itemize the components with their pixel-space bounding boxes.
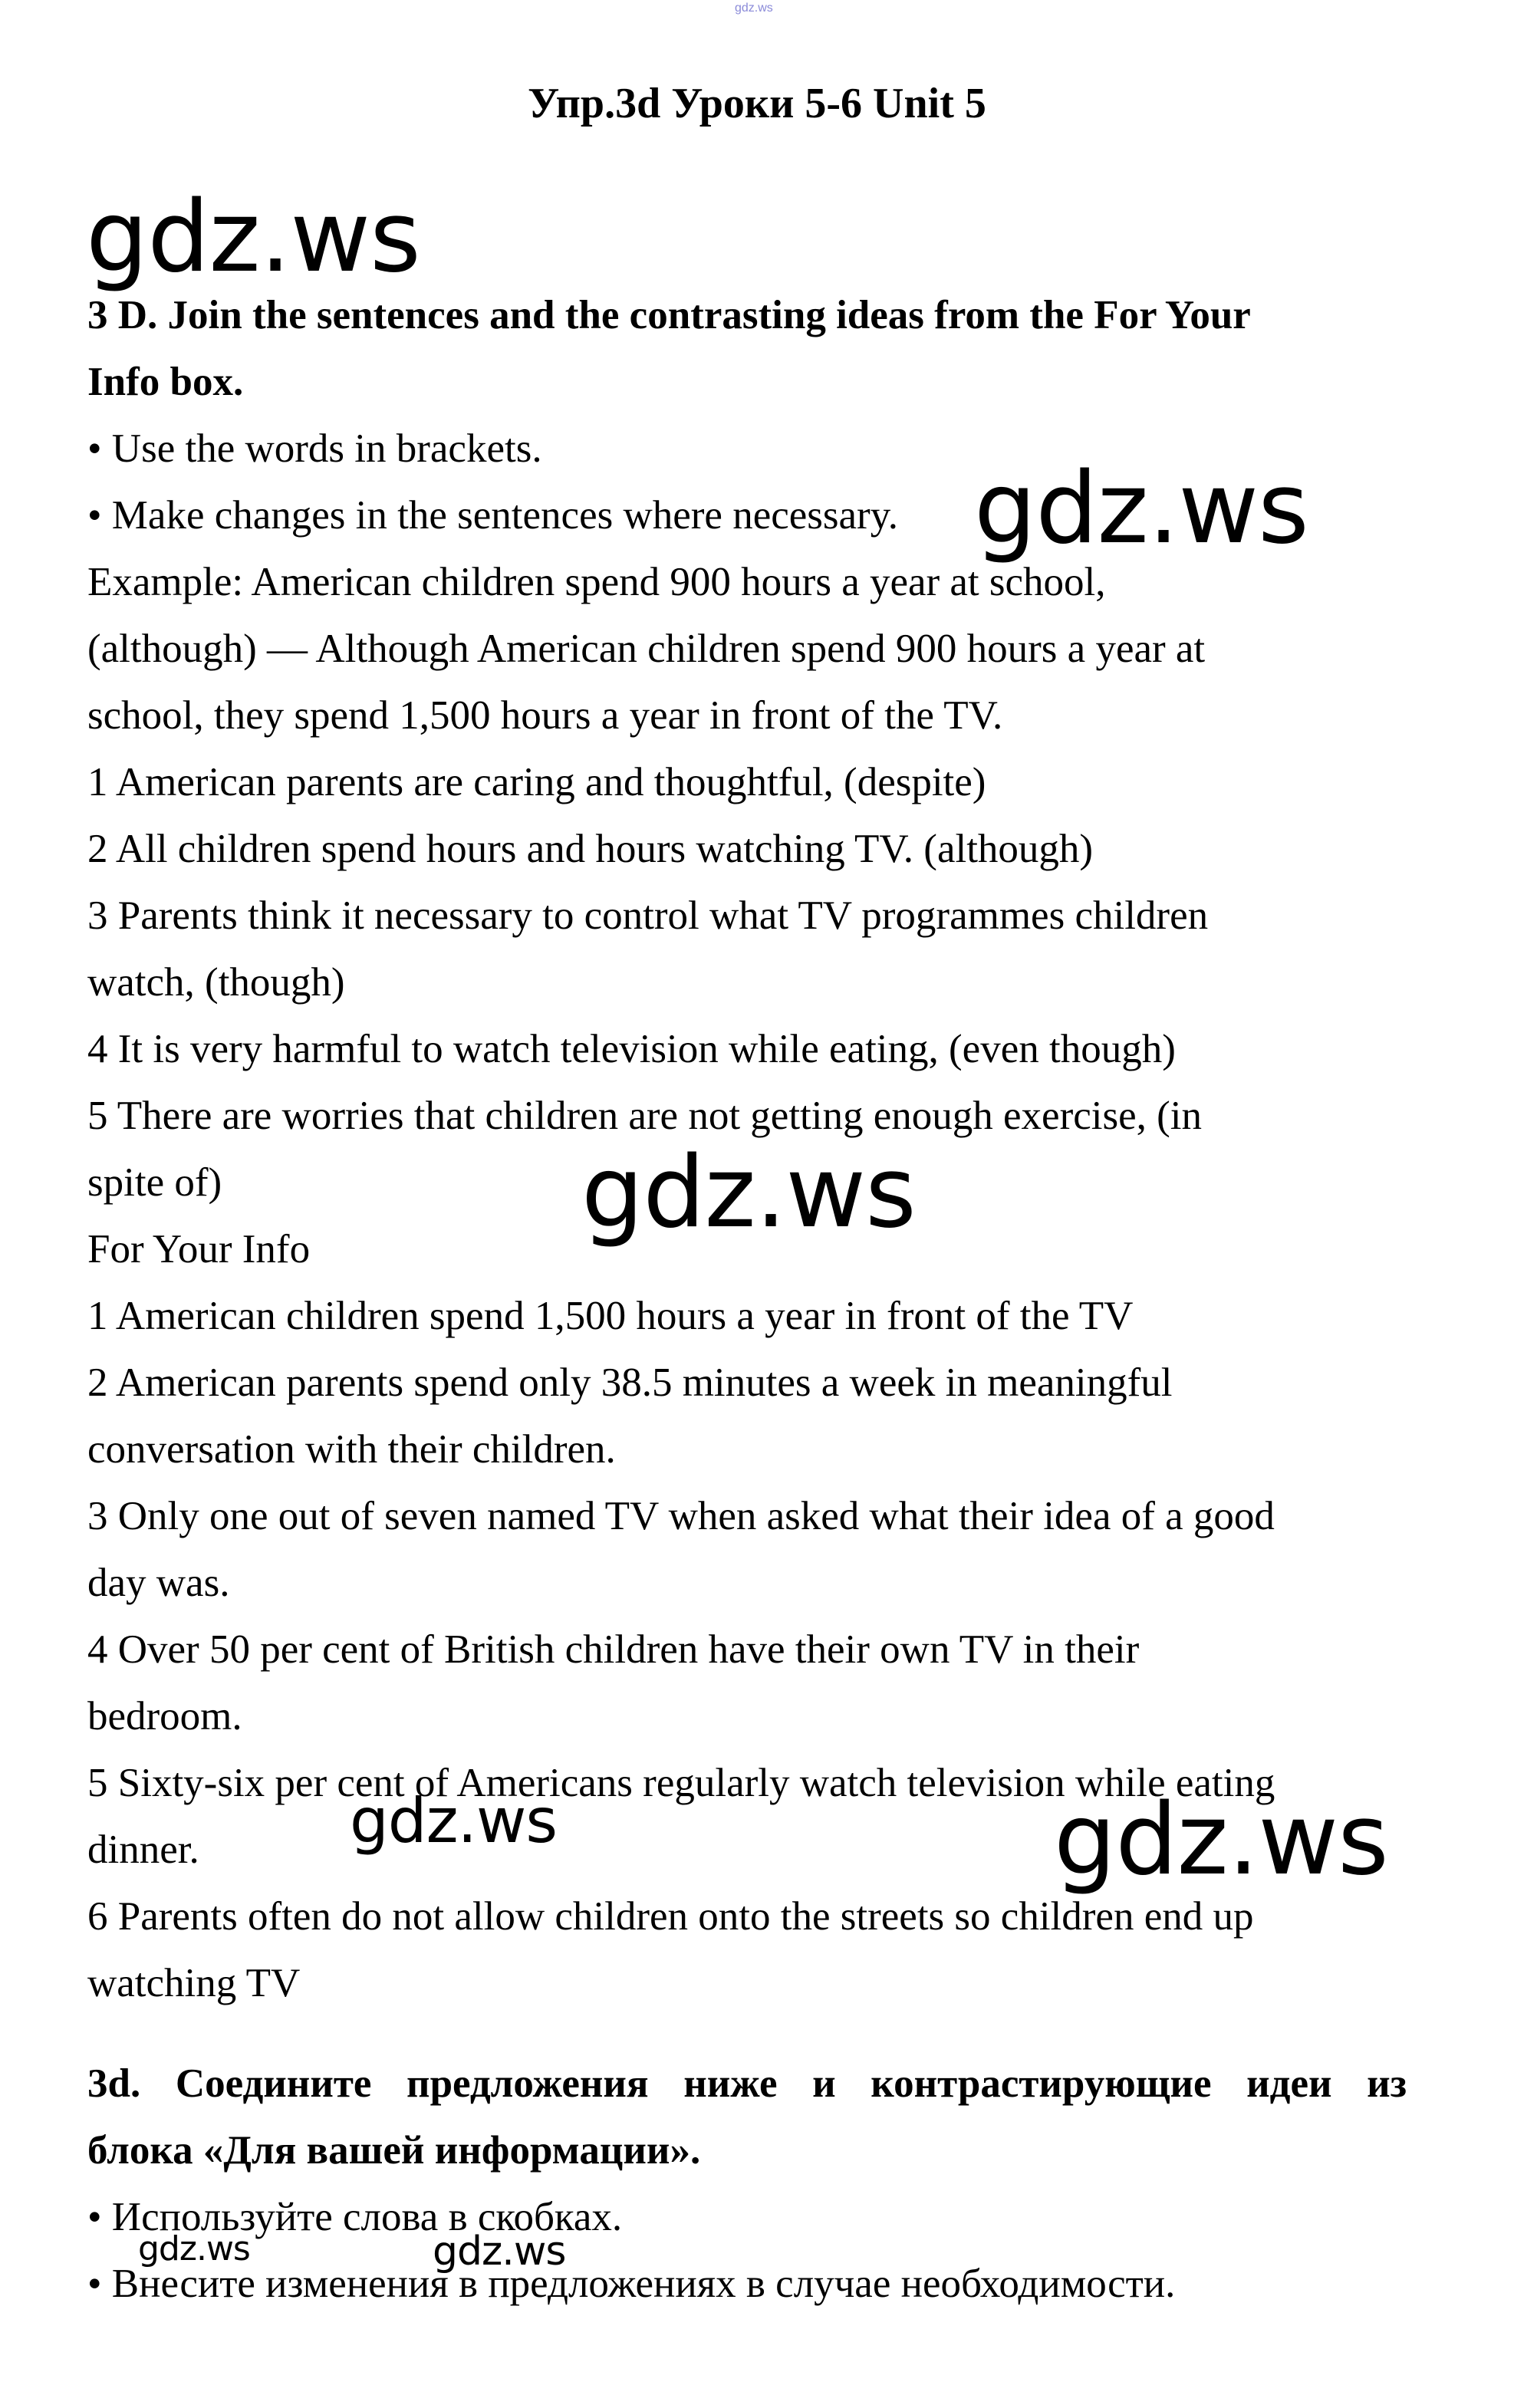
russian-task bbox=[87, 2051, 1407, 2318]
page-title: Упр.3d Уроки 5-6 Unit 5 bbox=[528, 80, 986, 127]
instruction-bullet: • Use the words in brackets. bbox=[87, 426, 542, 471]
task-heading-ru-line: блока «Для вашей информации». bbox=[87, 2128, 701, 2173]
info-item: 5 Sixty-six per cent of Americans regularly watch television while eating bbox=[87, 1761, 1275, 1805]
instruction-bullet: • Make changes in the sentences where necessary. bbox=[87, 493, 898, 538]
watermark: gdz.ws bbox=[1054, 1783, 1388, 1897]
info-item-continuation: bedroom. bbox=[87, 1694, 242, 1739]
instruction-bullet-ru: • Используйте слова в скобках. bbox=[87, 2195, 623, 2239]
watermark: gdz.ws bbox=[974, 452, 1308, 566]
info-item: 4 Over 50 per cent of British children have their own TV in their bbox=[87, 1627, 1140, 1672]
sentence-item-continuation: spite of) bbox=[87, 1160, 222, 1205]
sentence-item: 2 All children spend hours and hours watching TV. (although) bbox=[87, 827, 1094, 871]
example-line: (although) — Although American children spend 900 hours a year at bbox=[87, 627, 1206, 671]
info-item: 3 Only one out of seven named TV when asked what their idea of a good bbox=[87, 1494, 1275, 1538]
task-heading-line: Info box. bbox=[87, 360, 244, 404]
watermark-small-top: gdz.ws bbox=[735, 2, 773, 15]
info-item-continuation: day was. bbox=[87, 1561, 230, 1605]
info-item: 2 American parents spend only 38.5 minutes a week in meaningful bbox=[87, 1360, 1173, 1405]
task-heading-line: 3 D. Join the sentences and the contrasting ideas from the For Your bbox=[87, 293, 1251, 337]
info-heading: For Your Info bbox=[87, 1227, 311, 1271]
watermark: gdz.ws bbox=[433, 2229, 566, 2275]
sentence-item: 3 Parents think it necessary to control what TV programmes children bbox=[87, 893, 1209, 938]
watermark: gdz.ws bbox=[350, 1785, 558, 1857]
instruction-bullet-ru: • Внесите изменения в предложениях в случае необходимости. bbox=[87, 2262, 1176, 2306]
task-heading-ru-line: 3d. Соедините предложения ниже и контрастирующие идеи из bbox=[87, 2061, 1407, 2106]
info-item-continuation: dinner. bbox=[87, 1827, 199, 1872]
watermark: gdz.ws bbox=[138, 2229, 250, 2268]
sentence-item-continuation: watch, (though) bbox=[87, 960, 345, 1005]
example-line: Example: American children spend 900 hours a year at school, bbox=[87, 560, 1106, 604]
watermark: gdz.ws bbox=[581, 1136, 916, 1250]
watermark: gdz.ws bbox=[86, 180, 420, 294]
example-line: school, they spend 1,500 hours a year in front of the TV. bbox=[87, 693, 1003, 738]
sentence-item: 4 It is very harmful to watch television while eating, (even though) bbox=[87, 1027, 1176, 1071]
english-task bbox=[87, 282, 1407, 2017]
info-item-continuation: watching TV bbox=[87, 1961, 301, 2005]
sentence-item: 1 American parents are caring and thoughtful, (despite) bbox=[87, 760, 986, 804]
info-item-continuation: conversation with their children. bbox=[87, 1427, 616, 1472]
info-item: 6 Parents often do not allow children onto the streets so children end up bbox=[87, 1894, 1254, 1939]
info-item: 1 American children spend 1,500 hours a year in front of the TV bbox=[87, 1294, 1134, 1338]
sentence-item: 5 There are worries that children are not getting enough exercise, (in bbox=[87, 1094, 1202, 1138]
